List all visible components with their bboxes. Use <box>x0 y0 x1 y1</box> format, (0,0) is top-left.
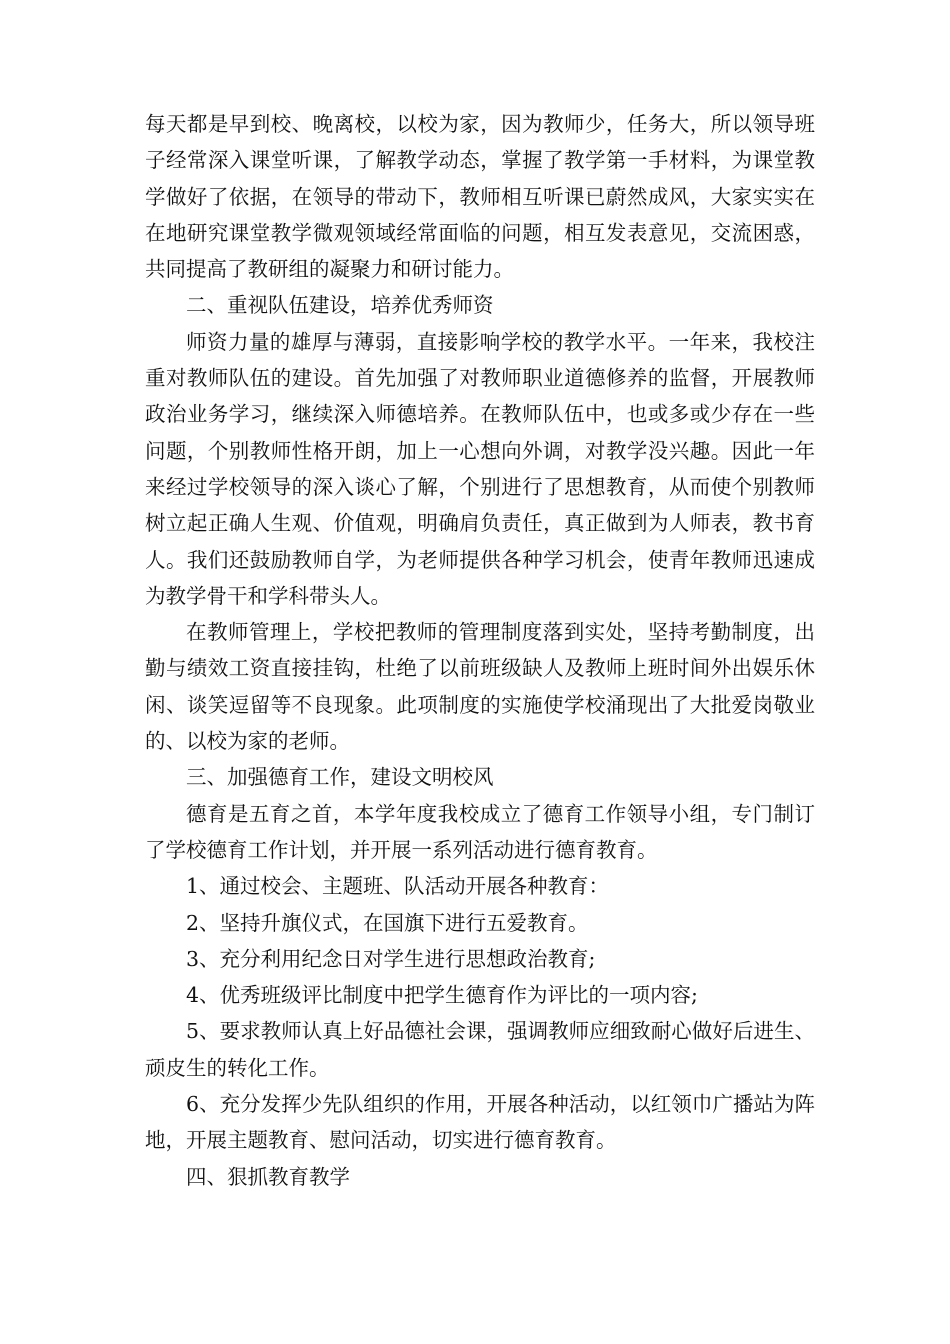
section-heading-2: 二、重视队伍建设，培养优秀师资 <box>186 293 494 318</box>
list-item: 2、坚持升旗仪式，在国旗下进行五爱教育。 <box>186 910 589 935</box>
section-heading-4: 四、狠抓教育教学 <box>186 1164 350 1189</box>
list-item: 3、充分利用纪念日对学生进行思想政治教育; <box>186 946 596 971</box>
list-item: 6、充分发挥少先队组织的作用，开展各种活动，以红领巾广播站为阵地，开展主题教育、慰问活动，切实进行德育教育。 <box>145 1092 815 1153</box>
list-item: 5、要求教师认真上好品德社会课，强调教师应细致耐心做好后进生、顽皮生的转化工作。 <box>145 1019 815 1080</box>
paragraph: 在教师管理上，学校把教师的管理制度落到实处，坚持考勤制度，出勤与绩效工资直接挂钩，杜绝了以前班级缺人及教师上班时间外出娱乐休闲、谈笑逗留等不良现象。此项制度的实施使学校涌现出了大批爱岗敬业的、以校为家的老师。 <box>145 620 815 754</box>
list-item: 1、通过校会、主题班、队活动开展各种教育： <box>186 874 610 899</box>
paragraph: 师资力量的雄厚与薄弱，直接影响学校的教学水平。一年来，我校注重对教师队伍的建设。首先加强了对教师职业道德修养的监督，开展教师政治业务学习，继续深入师德培养。在教师队伍中，也或多或少存在一些问题，个别教师性格开朗，加上一心想向外调，对教学没兴趣。因此一年来经过学校领导的深入谈心了解，个别进行了思想教育，从而使个别教师树立起正确人生观、价值观，明确肩负责任，真正做到为人师表，教书育人。我们还鼓励教师自学，为老师提供各种学习机会，使青年教师迅速成为教学骨干和学科带头人。 <box>145 329 815 608</box>
section-heading-3: 三、加强德育工作，建设文明校风 <box>186 765 494 790</box>
list-item: 4、优秀班级评比制度中把学生德育作为评比的一项内容; <box>186 983 698 1008</box>
paragraph-continuation: 每天都是早到校、晚离校，以校为家，因为教师少，任务大，所以领导班子经常深入课堂听课，了解教学动态，掌握了教学第一手材料，为课堂教学做好了依据，在领导的带动下，教师相互听课已蔚然成风，大家实实在在地研究课堂教学微观领域经常面临的问题，相互发表意见，交流困惑，共同提高了教研组的凝聚力和研讨能力。 <box>145 112 815 282</box>
document-body <box>145 106 815 1195</box>
paragraph: 德育是五育之首，本学年度我校成立了德育工作领导小组，专门制订了学校德育工作计划，并开展一系列活动进行德育教育。 <box>145 801 815 862</box>
